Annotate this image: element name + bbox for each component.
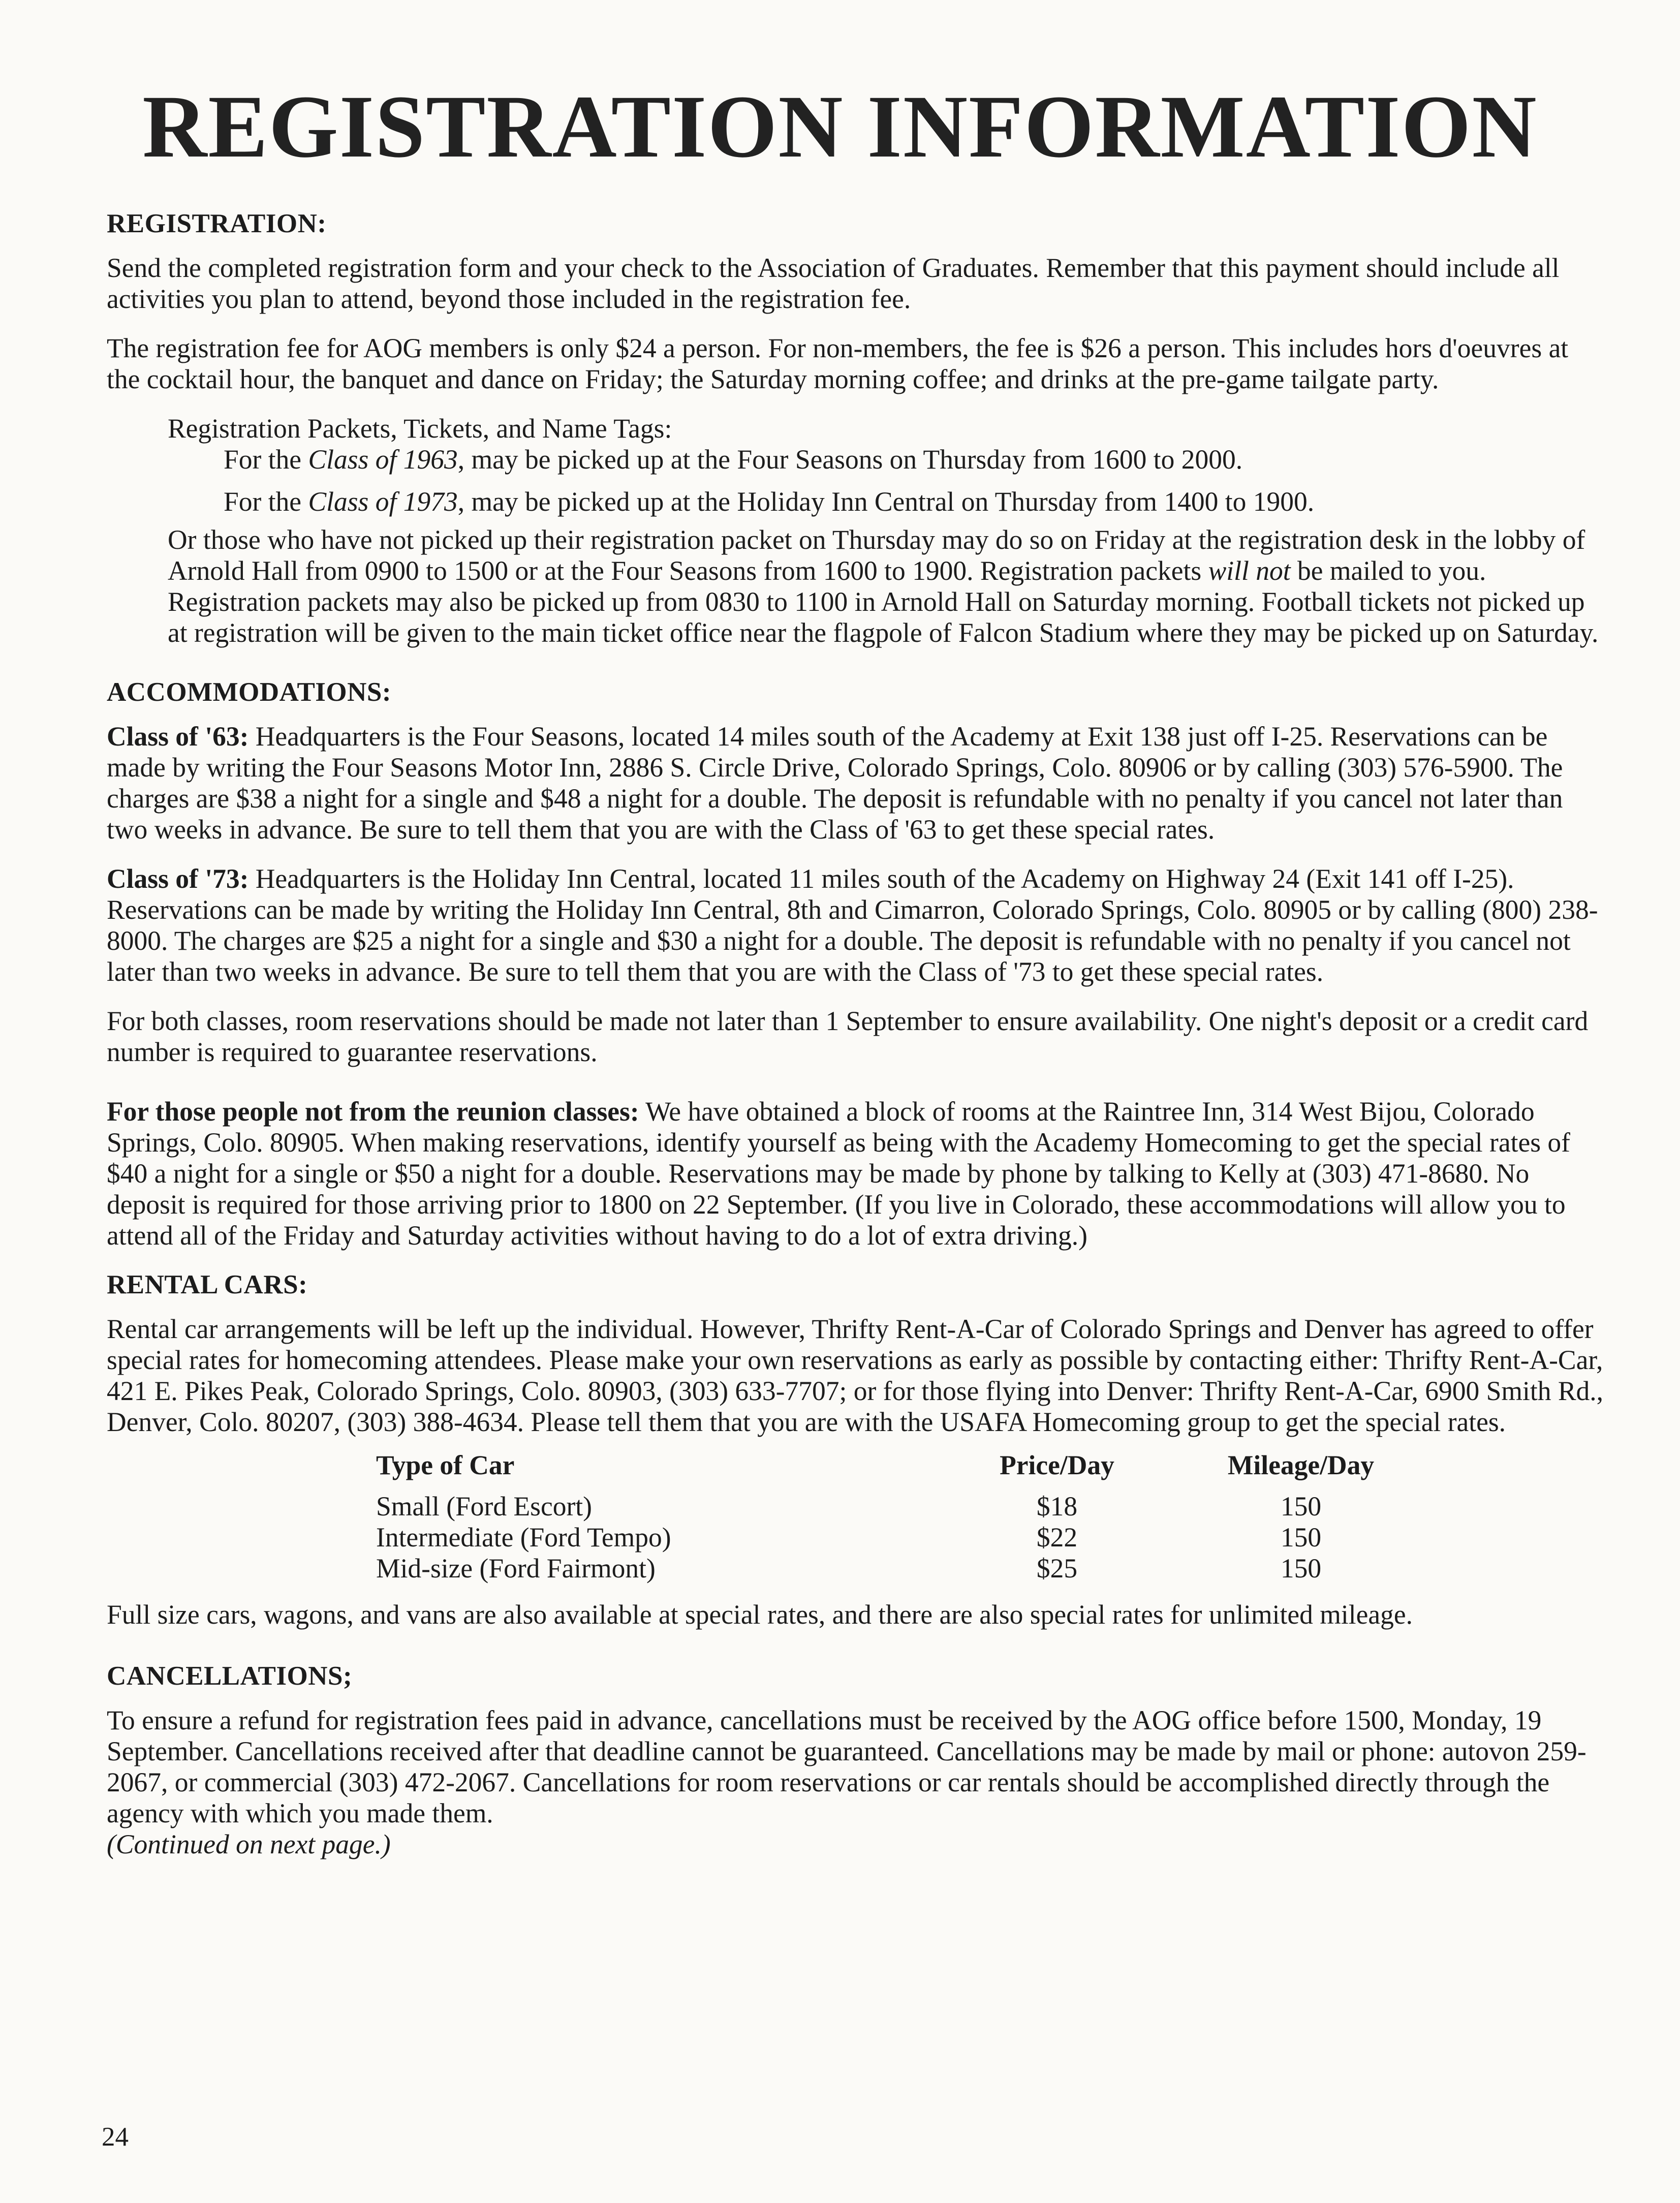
mileage-cell: 150 bbox=[1280, 1491, 1322, 1522]
column-header-mileage: Mileage/Day bbox=[1227, 1450, 1375, 1480]
class-1963-pre: For the bbox=[224, 444, 308, 475]
class-73-text: Headquarters is the Holiday Inn Central, located 11 miles south of the Academy on Highway 24 (Exit 141 off I-25). Reservations can be made by writing the Holiday Inn Central, 8th and Cimarron, Colorado Springs, Colo. 80905 or by calling (800) 238-8000. The charges are $25 a night for a single and $30 a night for a double. The deposit is refundable with no penalty if you cancel not later than two weeks in advance. Be sure to tell them that you are with the Class of '73 to get these special rates. bbox=[107, 863, 1598, 987]
registration-heading: REGISTRATION: bbox=[107, 209, 327, 238]
continued-text: (Continued on next page.) bbox=[107, 1829, 391, 1859]
class-63-lead: Class of '63: bbox=[107, 721, 249, 752]
price-cell: $18 bbox=[1036, 1491, 1078, 1522]
column-header-type: Type of Car bbox=[376, 1450, 515, 1480]
registration-paragraph-1: Send the completed registration form and your check to the Association of Graduates. Remember that this payment should include all activities you plan to attend, beyond those included in the registration fee. bbox=[107, 253, 1560, 314]
car-type-cell: Intermediate (Ford Tempo) bbox=[376, 1522, 671, 1553]
rental-cars-paragraph-2: Full size cars, wagons, and vans are also available at special rates, and there are also special rates for unlimited mileage. bbox=[107, 1599, 1413, 1630]
table-row bbox=[376, 1522, 1403, 1553]
cancellations-heading: CANCELLATIONS; bbox=[107, 1661, 353, 1691]
non-reunion-lead: For those people not from the reunion classes: bbox=[107, 1096, 639, 1127]
continued-note bbox=[107, 1829, 1606, 1860]
table-header-row bbox=[376, 1450, 1403, 1491]
friday-pickup-pre: Or those who have not picked up their registration packet on Thursday may do so on Friday at the registration desk in the lobby of Arnold Hall from 0900 to 1500 or at the Four Seasons from 1600 to 1900. Registration packets bbox=[168, 524, 1585, 586]
table-row bbox=[376, 1553, 1403, 1584]
price-cell: $22 bbox=[1036, 1522, 1078, 1553]
non-reunion-accommodations bbox=[107, 1096, 1606, 1251]
class-1973-pre: For the bbox=[224, 486, 308, 517]
price-cell: $25 bbox=[1036, 1553, 1078, 1584]
registration-paragraph-2: The registration fee for AOG members is only $24 a person. For non-members, the fee is $26 a person. This includes hors d'oeuvres at the cocktail hour, the banquet and dance on Friday; the Saturday morning coffee; and drinks at the pre-game tailgate party. bbox=[107, 333, 1569, 394]
page-title: REGISTRATION INFORMATION bbox=[142, 77, 1538, 176]
friday-pickup-post: be mailed to you. Registration packets may also be picked up from 0830 to 1100 in Arnold Hall on Saturday morning. Football tickets not picked up at registration will be given to the main ticket office near the flagpole of Falcon Stadium where they may be picked up on Saturday. bbox=[168, 555, 1599, 648]
page-number: 24 bbox=[102, 2122, 129, 2152]
class-1973-label: Class of 1973 bbox=[308, 486, 458, 517]
non-reunion-text: We have obtained a block of rooms at the Raintree Inn, 314 West Bijou, Colorado Springs, Colo. 80905. When making reservations, identify yourself as being with the Academy Homecoming to get the special rates of $40 a night for a single or $50 a night for a double. Reservations may be made by phone by talking to Kelly at (303) 471-8680. No deposit is required for those arriving prior to 1800 on 22 September. (If you live in Colorado, these accommodations will allow you to attend all of the Friday and Saturday activities without having to do a lot of extra driving.) bbox=[107, 1096, 1570, 1251]
body-content bbox=[107, 208, 1606, 1860]
rental-cars-heading: RENTAL CARS: bbox=[107, 1270, 308, 1299]
car-type-cell: Mid-size (Ford Fairmont) bbox=[376, 1553, 656, 1584]
class-73-accommodations bbox=[107, 863, 1606, 987]
packets-label: Registration Packets, Tickets, and Name Tags: bbox=[168, 413, 672, 444]
mileage-cell: 150 bbox=[1280, 1522, 1322, 1553]
class-63-accommodations bbox=[107, 721, 1606, 845]
mileage-cell: 150 bbox=[1280, 1553, 1322, 1584]
cancellations-paragraph: To ensure a refund for registration fees paid in advance, cancellations must be received by the AOG office before 1500, Monday, 19 September. Cancellations received after that deadline cannot be guaranteed. Cancellations may be made by mail or phone: autovon 259-2067, or commercial (303) 472-2067. Cancellations for room reservations or car rentals should be accomplished directly through the agency with which you made them. bbox=[107, 1705, 1586, 1828]
class-73-lead: Class of '73: bbox=[107, 863, 249, 894]
column-header-price: Price/Day bbox=[1000, 1450, 1114, 1480]
friday-pickup-emphasis: will not bbox=[1208, 555, 1291, 586]
class-1973-pickup bbox=[224, 486, 1606, 517]
table-row bbox=[376, 1491, 1403, 1522]
accommodations-heading: ACCOMMODATIONS: bbox=[107, 677, 392, 707]
car-type-cell: Small (Ford Escort) bbox=[376, 1491, 592, 1522]
rental-cars-paragraph-1: Rental car arrangements will be left up the individual. However, Thrifty Rent-A-Car of Colorado Springs and Denver has agreed to offer special rates for homecoming attendees. Please make your own reservations as early as possible by contacting either: Thrifty Rent-A-Car, 421 E. Pikes Peak, Colorado Springs, Colo. 80903, (303) 633-7707; or for those flying into Denver: Thrifty Rent-A-Car, 6900 Smith Rd., Denver, Colo. 80207, (303) 388-4634. Please tell them that you are with the USAFA Homecoming group to get the special rates. bbox=[107, 1314, 1604, 1437]
class-63-text: Headquarters is the Four Seasons, located 14 miles south of the Academy at Exit 138 just off I-25. Reservations can be made by writing the Four Seasons Motor Inn, 2886 S. Circle Drive, Colorado Springs, Colo. 80906 or by calling (303) 576-5900. The charges are $38 a night for a single and $48 a night for a double. The deposit is refundable with no penalty if you cancel not later than two weeks in advance. Be sure to tell them that you are with the Class of '63 to get these special rates. bbox=[107, 721, 1563, 845]
class-1963-label: Class of 1963 bbox=[308, 444, 458, 475]
class-1963-pickup bbox=[224, 444, 1606, 475]
class-1973-post: , may be picked up at the Holiday Inn Central on Thursday from 1400 to 1900. bbox=[457, 486, 1315, 517]
both-classes-paragraph: For both classes, room reservations should be made not later than 1 September to ensure availability. One night's deposit or a credit card number is required to guarantee reservations. bbox=[107, 1006, 1589, 1067]
rental-rates-table bbox=[376, 1450, 1403, 1584]
class-1963-post: , may be picked up at the Four Seasons on Thursday from 1600 to 2000. bbox=[457, 444, 1243, 475]
friday-pickup-paragraph bbox=[168, 524, 1606, 648]
